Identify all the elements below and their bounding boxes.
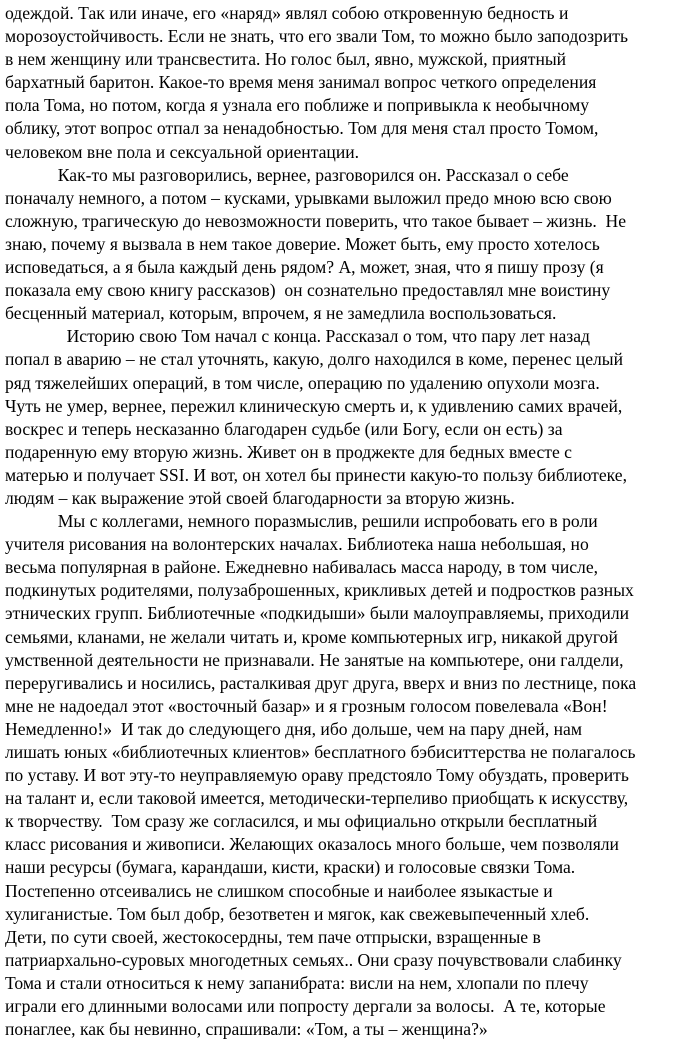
text-line-24: учителя рисования на волонтерских началах. Библиотека наша небольшая, но (5, 534, 589, 555)
text-line-22: людям – как выражение этой своей благодарности за вторую жизнь. (5, 487, 515, 508)
text-line-44: играли его длинными волосами или попросту дергали за волосы. А те, которые (5, 996, 606, 1017)
text-line-11: знаю, почему я вызвала в нем такое доверие. Может быть, ему просто хотелось (5, 233, 600, 254)
text-line-17: ряд тяжелейших операций, в том числе, операцию по удалению опухоли мозга. (5, 372, 600, 393)
text-line-40: хулиганистые. Том был добр, безответен и мягок, как свежевыпеченный хлеб. (5, 903, 590, 924)
text-line-05: пола Тома, но потом, когда я узнала его поближе и попривыкла к необычному (5, 95, 590, 116)
text-line-32: Немедленно!» И так до следующего дня, ибо дольше, чем на пару дней, нам (5, 718, 582, 739)
text-line-09: поначалу немного, а потом – кусками, урывками выложил предо мною всю свою (5, 187, 612, 208)
text-line-37: класс рисования и живописи. Желающих оказалось много больше, чем позволяли (5, 834, 619, 855)
text-line-36: к творчеству. Том сразу же согласился, и мы официально открыли бесплатный (5, 811, 598, 832)
text-line-41: Дети, по сути своей, жестокосердны, тем паче отпрыски, взращенные в (5, 926, 541, 947)
text-line-10: сложную, трагическую до невозможности поверить, что такое бывает – жизнь. Не (5, 210, 627, 231)
text-line-02: морозоустойчивость. Если не знать, что его звали Том, то можно было заподозрить (5, 26, 628, 47)
text-line-39: Постепенно отсеивались не слишком способные и наиболее языкастые и (5, 880, 553, 901)
text-line-04: бархатный баритон. Какое-то время меня занимал вопрос четкого определения (5, 72, 597, 93)
text-line-27: этнических групп. Библиотечные «подкидыши» были малоуправляемы, приходили (5, 603, 630, 624)
text-line-26: подкинутых родителями, полузаброшенных, крикливых детей и подростков разных (5, 580, 634, 601)
text-line-42: патриархально-суровых многодетных семьях.. Они сразу почувствовали слабинку (5, 949, 622, 970)
text-line-13: показала ему свою книгу рассказов) он сознательно предоставлял мне воистину (5, 280, 611, 301)
text-line-25: весьма популярная в районе. Ежедневно набивалась масса народу, в том числе, (5, 557, 599, 578)
text-line-38: наши ресурсы (бумага, карандаши, кисти, краски) и голосовые связки Тома. (5, 857, 576, 878)
text-line-35: на талант и, если таковой имеется, методически-терпеливо приобщать к искусству, (5, 788, 629, 809)
text-line-34: по уставу. И вот эту-то неуправляемую ораву предстояло Тому обуздать, проверить (5, 765, 629, 786)
text-line-21: матерью и получает SSI. И вот, он хотел бы принести какую-то пользу библиотеке, (5, 464, 627, 485)
text-line-08: Как-то мы разговорились, вернее, разговорился он. Рассказал о себе (5, 164, 569, 185)
text-line-18: Чуть не умер, вернее, пережил клиническую смерть и, к удивлению самих врачей, (5, 395, 623, 416)
text-line-29: умственной деятельности не признавали. Не занятые на компьютере, они галдели, (5, 649, 624, 670)
text-line-14: бесценный материал, которым, впрочем, я не замедлила воспользоваться. (5, 303, 557, 324)
text-line-07: человеком вне пола и сексуальной ориентации. (5, 141, 360, 162)
text-line-19: воскрес и теперь несказанно благодарен судьбе (или Богу, если он есть) за (5, 418, 563, 439)
text-line-12: исповедаться, а я была каждый день рядом? А, может, зная, что я пишу прозу (я (5, 257, 604, 278)
text-line-28: семьями, кланами, не желали читать и, кроме компьютерных игр, никакой другой (5, 626, 618, 647)
text-line-16: попал в аварию – не стал уточнять, какую, долго находился в коме, перенес целый (5, 349, 624, 370)
text-line-15: Историю свою Том начал с конца. Рассказал о том, что пару лет назад (5, 326, 590, 347)
text-line-03: в нем женщину или трансвестита. Но голос был, явно, мужской, приятный (5, 49, 567, 70)
text-line-45: понаглее, как бы невинно, спрашивали: «Том, а ты – женщина?» (5, 1019, 488, 1040)
text-line-30: переругивались и носились, расталкивая друг друга, вверх и вниз по лестнице, пока (5, 672, 637, 693)
text-line-33: лишать юных «библиотечных клиентов» бесплатного бэбиситтерства не полагалось (5, 742, 636, 762)
document-page (5, 2, 669, 1041)
text-line-23: Мы с коллегами, немного поразмыслив, решили испробовать его в роли (5, 511, 598, 532)
text-line-06: облику, этот вопрос отпал за ненадобностью. Том для меня стал просто Томом, (5, 118, 599, 139)
text-line-31: мне не надоедал этот «восточный базар» и я грозным голосом повелевала «Вон! (5, 695, 608, 716)
text-line-43: Тома и стали относиться к нему запанибрата: висли на нем, хлопали по плечу (5, 972, 589, 993)
text-line-20: подаренную ему вторую жизнь. Живет он в проджекте для бедных вместе с (5, 441, 572, 462)
text-line-01: одеждой. Так или иначе, его «наряд» являл собою откровенную бедность и (5, 3, 569, 23)
